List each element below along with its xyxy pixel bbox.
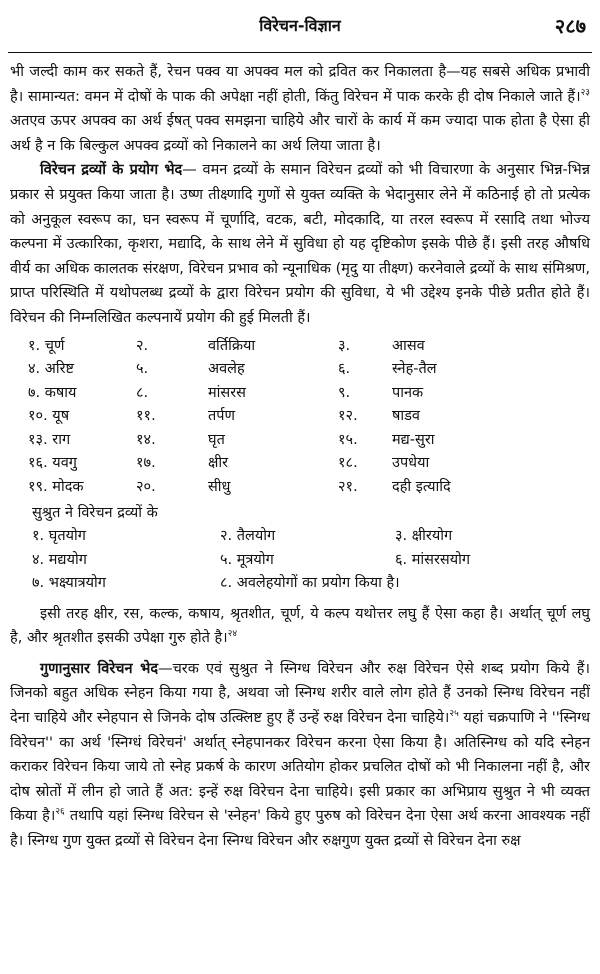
paragraph-3 [10, 602, 590, 651]
preparation-forms-list [10, 335, 590, 500]
list-row: १०. यूष ११. तर्पण १२. षाडव [28, 408, 420, 425]
yoga-list [10, 525, 590, 596]
paragraph-4-text-c: तथापि यहां स्निग्ध विरेचन से 'स्नेहन' किये हुए पुरुष को विरेचन देना ऐसा अर्थ करना आवश्यक नहीं है। स्निग्ध गुण युक्त द्रव्यों से विरेचन देना स्निग्ध विरेचन और रुक्षगुण युक्त द्रव्यों से विरेचन देना रुक्ष [10, 808, 590, 849]
list-row: १. चूर्ण २. वर्तिक्रिया ३. आसव [28, 337, 425, 354]
paragraph-4 [10, 657, 590, 854]
footnote-ref-26: २६ [55, 807, 65, 818]
list-row: १. घृतयोग २. तैलयोग ३. क्षीरयोग [32, 528, 453, 545]
section-heading-gunanusar: गुणानुसार विरेचन भेद [40, 660, 159, 677]
paragraph-4-text: —चरक एवं सुश्रुत ने स्निग्ध विरेचन और रुक्ष विरेचन ऐसे शब्द प्रयोग किये हैं। जिनको बहुत अधिक स्नेहन किया गया है, अथवा जो स्निग्ध शरीर वाले लोग होते हैं उनको स्निग्ध विरेचन नहीं देना चाहिये और स्नेहपान से जिनके दोष उत्क्लिष्ट हुए हैं उन्हें रुक्ष विरेचन देना चाहिये। [10, 660, 590, 726]
paragraph-2 [10, 158, 590, 330]
list-row: १६. यवगु १७. क्षीर १८. उपधेया [28, 455, 430, 472]
page-number: २८७ [554, 14, 586, 38]
paragraph-3-text: इसी तरह क्षीर, रस, कल्क, कषाय, श्रृतशीत, चूर्ण, ये कल्प यथोत्तर लघु हैं ऐसा कहा है। अर्थात् चूर्ण लघु है, और श्रृतशीत इसकी उपेक्षा गुरु होते है। [10, 605, 590, 647]
footnote-ref-24: २४ [227, 629, 238, 640]
list-row: ७. कषाय ८. मांसरस ९. पानक [28, 384, 424, 401]
paragraph-4-text-b: यहां चक्रपाणि ने ''स्निग्ध विरेचन'' का अर्थ 'स्निग्धं विरेचनं' अर्थात् स्नेहपानकर विरेचन करना ऐसा किया है। अतिस्निग्ध को यदि स्नेहन कराकर विरेचन किया जाये तो स्नेह प्रकर्ष के कारण अतियोग होकर प्रचलित दोषों को भी निकालना नहीं है, और दोष स्रोतों में लीन हो जाते हैं अत: इन्हें रुक्ष विरेचन देना चाहिये। इसी प्रकार का अभिप्राय सुश्रुत ने भी व्यक्त किया है। [10, 709, 591, 825]
page-header [0, 10, 600, 44]
paragraph-2-text: — वमन द्रव्यों के समान विरेचन द्रव्यों को भी विचारणा के अनुसार भिन्न-भिन्न प्रकार से प्रयुक्त किया जाता है। उष्ण तीक्ष्णादि गुणों से युक्त व्यक्ति के भेदानुसार लेने में कठिनाई हो तो प्रत्येक को अनुकूल स्वरूप का, घन स्वरूप में चूर्णादि, वटक, बटी, मोदकादि, या तरल स्वरूप में रसादि तथा भोज्य कल्पना में उत्कारिका, कृशरा, मद्यादि, के साथ लेने में सुविधा हो यह दृष्टिकोण इसके पीछे हैं। इसी तरह औषधि वीर्य का अधिक कालतक संरक्षण, विरेचन प्रभाव को न्यूनाधिक (मृदु या तीक्ष्ण) करनेवाले द्रव्यों के साथ संमिश्रण, प्राप्त परिस्थिति में यथोपलब्ध द्रव्यों के द्वारा विरेचन प्रयोग की सुविधा, ये भी उद्देश्य इनके पीछे प्रतीत होते हैं। विरेचन की निम्नलिखित कल्पनायें प्रयोग की हुई मिलती हैं। [10, 162, 590, 326]
footnote-ref-23: २३ [580, 87, 590, 98]
list-row: १३. राग १४. घृत १५. मद्य-सुरा [28, 431, 435, 448]
list-row: ४. अरिष्ट ५. अवलेह ६. स्नेह-तैल [28, 361, 437, 378]
list-row: ७. भक्ष्यात्रयोग ८. अवलेहयोगों का प्रयोग किया है। [32, 575, 400, 592]
list-row: १९. मोदक २०. सीधु २१. दही इत्यादि [28, 478, 451, 495]
section-heading-prayog-bhed: विरेचन द्रव्यों के प्रयोग भेद [40, 162, 183, 179]
page-body [10, 60, 590, 853]
footnote-ref-25: २५ [449, 709, 459, 720]
list-row: ४. मद्ययोग ५. मूत्रयोग ६. मांसरसयोग [32, 551, 471, 568]
paragraph-1-text: भी जल्दी काम कर सकते हैं, रेचन पक्व या अपक्व मल को द्रवित कर निकालता है—यह सबसे अधिक प्रभावी है। सामान्यत: वमन में दोषों के पाक की अपेक्षा नहीं होती, किंतु विरेचन में पाक करके ही दोष निकाले जाते हैं। [10, 64, 590, 105]
paragraph-1-rest: अतएव ऊपर अपक्व का अर्थ ईषत् पक्व समझना चाहिये और चारों के कार्य में कम ज्यादा पाक होता है ऐसा ही अर्थ है न कि बिल्कुल अपक्व द्रव्यों को निकालने का अर्थ लिया जाता है। [10, 113, 590, 154]
paragraph-1 [10, 60, 590, 158]
yoga-intro: सुश्रुत ने विरेचन द्रव्यों के [32, 505, 158, 522]
running-title: विरेचन-विज्ञान [259, 16, 341, 35]
header-rule [8, 52, 592, 53]
